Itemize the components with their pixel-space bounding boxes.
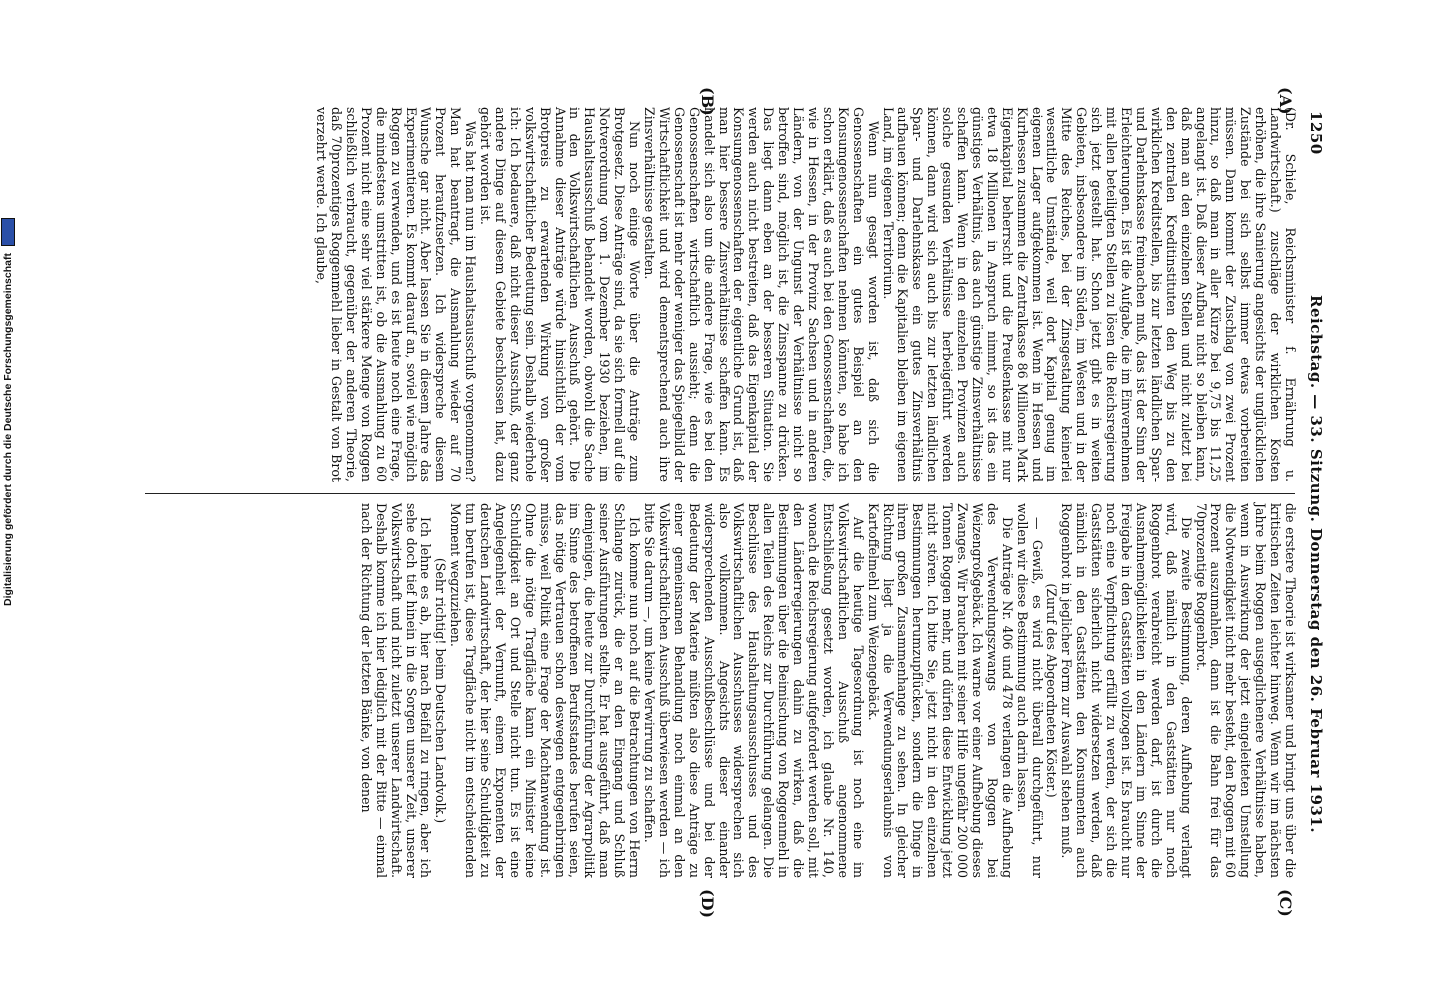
paragraph: Die Anträge Nr. 406 und 478 verlangen die Aufhebung des Verwendungszwangs von Roggen bei Weizengroßgebäck. Ich warne vor einer Aufhebung dieses Zwanges. Wir brauchen mit seiner Hilfe ungefähr 200 000 Tonnen Roggen mehr, und dürfen diese Entwicklung jetzt nicht stören. Ich bitte Sie, jetzt nicht in den einzelnen Bestimmungen herumzupflücken, sondern die Dinge in ihrem großen Zusammenhange zu sehen. In gleicher Richtung liegt ja die Verwendungserlaubnis von Kartoffelmehl zum Weizengebäck.: [865, 503, 1015, 878]
document-page: [117, 87, 1327, 919]
paragraph: — Gewiß, es wird nicht überall durchgeführt, nur wollen wir diese Bestimmung auch darin lassen.: [1014, 503, 1045, 878]
credit-text: Digitalisierung gefördert durch die Deutsche Forschungsgemeinschaft: [1, 253, 14, 606]
paragraph: Ich lehne es ab, hier nach Beifall zu ringen, aber ich sehe doch tief hinein in die Sorgen unserer Zeit, unserer Volkswirtschaft und nicht zuletzt unserer Landwirtschaft. Deshalb komme ich hier lediglich mit der Bitte — einmal nach der Richtung der letzten Bänke, von denen: [358, 503, 434, 878]
left-column: [313, 107, 1297, 482]
margin-marker-b: (B): [698, 87, 717, 116]
paragraph: Die zweite Bestimmung, deren Aufhebung verlangt wird, daß nämlich in den Gaststätten nur noch Roggenbrot verabreicht werden darf, ist durch die Ausnahmemöglichkeiten in den Ländern im Sinne der Freigabe in den Gaststätten vollzogen ist. Es braucht nur noch eine Verpflichtung erfüllt zu werden, der sich die Gaststätten sicherlich nicht widersetzen werden, daß nämlich in den Gaststätten den Konsumenten auch Roggenbrot in jeglicher Form zur Auswahl stehen muß.: [1059, 503, 1194, 878]
digitization-credit: [1, 212, 16, 606]
paragraph: die erstere Theorie ist wirksamer und bringt uns über die kritischen Zeiten leichter hinweg. Wenn wir im nächsten Jahre beim Roggen ausgeglichenere Verhältnisse haben, wenn in Auswirkung der jetzt eingeleiteten Umstellung die Notwendigkeit nicht mehr besteht, den Roggen mit 60 Prozent auszumahlen, dann ist die Bahn frei für das 70prozentige Roggenbrot.: [1193, 503, 1298, 878]
paragraph: Was hat man nun im Haushaltsausschuß vorgenommen? Man hat beantragt, die Ausmahlung wieder auf 70 Prozent heraufzusetzen. Ich widerspreche diesem Wunsche gar nicht. Aber lassen Sie in diesem Jahre das Experimentieren. Es kommt darauf an, soviel wie möglich Roggen zu verwenden, und es ist heute noch eine Frage, die mindestens umstritten ist, ob die Ausmahlung zu 60 Prozent nicht eine sehr viel stärkere Menge von Roggen schließlich verbraucht, gegenüber der anderen Theorie, daß 70prozentiges Roggenmehl lieber in Gestalt von Brot verzehrt werde. Ich glaube,: [314, 107, 479, 482]
paragraph: Auf die heutige Tagesordnung ist noch eine im Volkswirtschaftlichen Ausschuß angenommene Entschließung gesetzt worden, ich glaube Nr. 140, wonach die Reichsregierung aufgefordert werden soll, mit den Länderregierungen dahin zu wirken, daß die Bestimmungen über die Beimischung von Roggenmehl in allen Teilen des Reichs zur Durchführung gelangen. Die Beschlüsse des Haushaltungsausschusses und des Volkswirtschaftlichen Ausschusses widersprechen sich also vollkommen. Angesichts dieser einander widersprechenden Ausschußbeschlüsse und bei der Bedeutung der Materie müßten also diese Anträge zu einer gemeinsamen Behandlung noch einmal an den Volkswirtschaftlichen Ausschuß überwiesen werden — ich bitte Sie darum —, um keine Verwirrung zu schaffen.: [642, 503, 866, 878]
interjection: (Sehr richtig! beim Deutschen Landvolk.): [433, 557, 449, 824]
margin-marker-c: (C): [1276, 889, 1295, 917]
paragraph: Ich komme nun noch auf die Betrachtungen von Herrn Schlange zurück, die er an den Eingang und Schluß seiner Ausführungen stellte. Er hat ausgeführt, daß man demjenigen, die heute zur Durchführung der Agrarpolitik im Sinne des betroffenen Berufsstandes berufen seien, das nötige Vertrauen schon deswegen entgegenbringen müsse, weil Politik eine Frage der Machtanwendung ist. Ohne die nötige Tragfläche kann ein Minister keine Schuldigkeit an Ort und Stelle nicht tun. Es ist eine Angelegenheit der Vernunft, einem Exponenten der deutschen Landwirtschaft, der hier seine Schuldigkeit zu tun berufen ist, diese Tragfläche nicht im entscheidenden Moment wegzuziehen.: [448, 503, 643, 878]
page-title: Reichstag. — 33. Sitzung. Donnerstag den 26. Februar 1931.: [1307, 295, 1325, 834]
column-divider: [145, 493, 1295, 494]
right-column: [358, 503, 1297, 878]
page-number: 1250: [1307, 111, 1325, 155]
page-header: [1301, 105, 1327, 905]
paragraph: Nun noch einige Worte über die Anträge zum Brotgesetz. Diese Anträge sind, da sie sich formell auf die Notverordnung vom 1. Dezember 1930 beziehen, im Haushaltsausschuß behandelt worden, obwohl die Sache in den Volkswirtschaftlichen Ausschuß gehört. Die Annahme dieser Anträge würde hinsichtlich der vom Brotpreis zu erwartenden Wirkung von großer volkswirtschaftlicher Bedeutung sein. Deshalb wiederhole ich: Ich bedauere, daß nicht dieser Ausschuß, der ganz andere Dinge auf diesem Gebiete beschlossen hat, dazu gehört worden ist.: [478, 107, 643, 482]
paragraph: (Dr. Schiele, Reichsminister f. Ernährung u. Landwirtschaft.) zuschläge der wirklichen Kosten erhöhen, die ihre Sanierung angesichts der unglücklichen Zustände bei sich selbst immer etwas vorbereiten müssen. Dann kommt der Zuschlag von zwei Prozent hinzu, so daß man in aller Kürze bei 9,75 bis 11,25 angelangt ist. Daß dieser Aufbau nicht so bleiben kann, daß man an den einzelnen Stellen und nicht zuletzt bei den zentralen Kreditinstituten den Weg bis zu den wirklichen Kreditstellen, bis zur letzten ländlichen Spar- und Darlehnskasse freimachen muß, das ist der Sinn der Erleichterungen. Es ist die Aufgabe, die im Einvernehmen mit allen beteiligten Stellen zu lösen die Reichsregierung sich jetzt gestellt hat. Schon jetzt gibt es in weiten Gebieten, insbesondere im Süden, im Westen und in der Mitte des Reiches, bei der Zinsgestaltung keinerlei wesentliche Umstände, weil dort Kapital genug im eigenen Lager aufgekommen ist. Wenn in Hessen und Kurhessen zusammen die Zentralkasse 86 Millionen Mark Eigenkapital beherrscht und die Preußenkasse mit nur etwa 18 Millionen in Anspruch nimmt, so ist das ein günstiges Verhältnis, das auch günstige Zinsverhältnisse schaffen kann. Wenn in den einzelnen Provinzen auch solche gesunden Verhältnisse herbeigeführt werden können, dann wird sich auch bis zur letzten ländlichen Spar- und Darlehnskasse ein gutes Zinsverhältnis aufbauen können; denn die Kapitalien bleiben im eigenen Land, im eigenen Territorium.: [880, 107, 1298, 482]
dfg-logo: [1, 218, 15, 246]
margin-marker-d: (D): [698, 889, 717, 919]
interjection: (Zuruf des Abgeordneten Köster.): [1044, 583, 1060, 798]
margin-marker-a: (A): [1276, 87, 1295, 115]
paragraph: Wenn nun gesagt worden ist, daß sich die Genossenschaften ein gutes Beispiel an den Konsumgenossenschaften nehmen könnten, so habe ich schon erklärt, daß es auch bei den Genossenschaften, die, wie in Hessen, in der Provinz Sachsen und in anderen Ländern, von der Ungunst der Verhältnisse nicht so betroffen sind, möglich ist, die Zinsspanne zu drücken. Das liegt dann eben an der besseren Situation. Sie werden auch nicht bestreiten, daß das Eigenkapital der Konsumgenossenschaften der eigentliche Grund ist, daß man hier bessere Zinsverhältnisse schaffen kann. Es handelt sich also um die andere Frage, wie es bei den Genossenschaften wirtschaftlich aussieht; denn die Genossenschaft ist mehr oder weniger das Spiegelbild der Wirtschaftlichkeit und wird dementsprechend auch ihre Zinsverhältnisse gestalten.: [642, 107, 881, 482]
